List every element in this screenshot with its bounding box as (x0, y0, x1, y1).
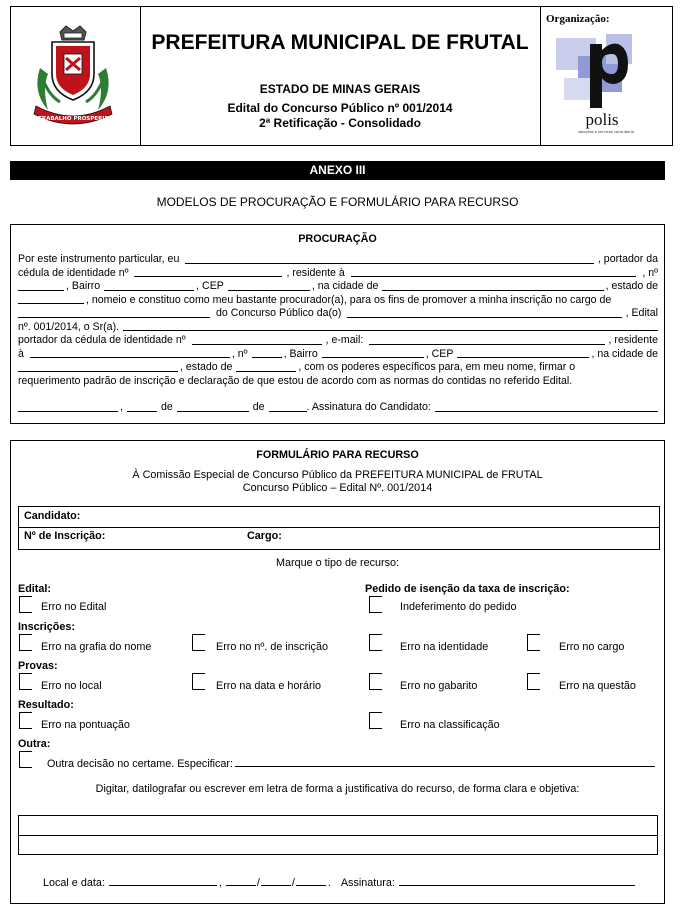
page-title: PREFEITURA MUNICIPAL DE FRUTAL (151, 31, 529, 54)
erro-classificacao-label: Erro na classificação (400, 719, 500, 731)
procuracao-line: , Edital (625, 307, 658, 319)
procuracao-line: , residente (608, 334, 658, 346)
procuracao-line: , residente à (286, 266, 345, 279)
blank-field[interactable] (369, 334, 604, 345)
checkbox-erro-classificacao[interactable] (369, 712, 382, 729)
checkbox-erro-numero[interactable] (192, 634, 205, 651)
blank-field[interactable] (382, 280, 603, 291)
checkbox-erro-cargo[interactable] (527, 634, 540, 651)
procuracao-line: , portador da (597, 253, 658, 265)
outra-especificar-field[interactable] (235, 758, 655, 767)
checkbox-erro-questao[interactable] (527, 673, 540, 690)
outra-decisao-label: Outra decisão no certame. Especificar: (47, 758, 234, 770)
justificativa-instruction: Digitar, datilografar ou escrever em letra de forma a justificativa do recurso, de forma clara e objetiva: (95, 783, 580, 795)
erro-identidade-label: Erro na identidade (400, 641, 489, 653)
procuracao-line: à (18, 347, 24, 360)
blank-field[interactable] (236, 361, 296, 372)
assinatura-field[interactable] (399, 877, 635, 886)
polis-logo (556, 30, 656, 136)
anexo-banner: ANEXO III (10, 161, 665, 180)
procuracao-line: nº. 001/2014, o Sr(a). (18, 320, 120, 333)
checkbox-outra[interactable] (19, 751, 32, 768)
header-divider (140, 6, 141, 146)
erro-data-label: Erro na data e horário (216, 680, 322, 692)
erro-edital-label: Erro no Edital (41, 601, 107, 613)
blank-field[interactable] (351, 267, 637, 278)
blank-field[interactable] (104, 280, 194, 291)
checkbox-erro-grafia[interactable] (19, 634, 32, 651)
procuracao-line: portador da cédula de identidade nº (18, 334, 186, 346)
indeferimento-label: Indeferimento do pedido (400, 601, 517, 613)
svg-text:soluções e serviços consultori: soluções e serviços consultoria (578, 130, 634, 134)
justificativa-divider (18, 835, 658, 836)
provas-heading: Provas: (18, 660, 58, 672)
procuracao-line: , Bairro (283, 347, 318, 360)
city-field[interactable] (18, 401, 118, 412)
erro-grafia-label: Erro na grafia do nome (41, 641, 152, 653)
procuracao-line: de (252, 401, 265, 413)
year-field[interactable] (296, 877, 326, 886)
procuracao-line: de (160, 401, 173, 413)
erro-numero-label: Erro no nº. de inscrição (216, 641, 328, 653)
blank-field[interactable] (123, 321, 658, 332)
blank-field[interactable] (18, 361, 178, 372)
concurso-line: Concurso Público – Edital Nº. 001/2014 (242, 482, 433, 494)
procuracao-line: , e-mail: (325, 334, 364, 346)
comissao-line: À Comissão Especial de Concurso Público da PREFEITURA MUNICIPAL de FRUTAL (132, 469, 543, 481)
procuracao-line: , na cidade de (311, 280, 379, 292)
checkbox-erro-gabarito[interactable] (369, 673, 382, 690)
procuracao-line: requerimento padrão de inscrição e declaração de que estou de acordo com as normas do contidas no referido Edital. (18, 374, 573, 387)
resultado-heading: Resultado: (18, 699, 74, 711)
local-data-label: Local e data: (43, 877, 105, 889)
svg-text:polis: polis (585, 110, 619, 129)
checkbox-erro-data[interactable] (192, 673, 205, 690)
outra-heading: Outra: (18, 738, 51, 750)
blank-field[interactable] (30, 348, 230, 359)
month-field[interactable] (177, 401, 249, 412)
local-data-row: Local e data: , / / . Assinatura: (43, 877, 643, 889)
inscricoes-heading: Inscrições: (18, 621, 76, 633)
checkbox-erro-pontuacao[interactable] (19, 712, 32, 729)
procuracao-line: , CEP (425, 347, 454, 360)
svg-text:PAZ TRABALHO PROSPERIDADE: PAZ TRABALHO PROSPERIDADE (24, 116, 122, 122)
day-field[interactable] (127, 401, 157, 412)
procuracao-line: , CEP (196, 280, 224, 292)
header-divider (540, 6, 541, 146)
month-field[interactable] (261, 877, 291, 886)
signature-field[interactable] (435, 401, 658, 412)
outra-row (47, 758, 655, 770)
procuracao-title: PROCURAÇÃO (298, 233, 377, 245)
table-divider (18, 527, 660, 528)
state-name: ESTADO DE MINAS GERAIS (259, 82, 421, 96)
blank-field[interactable] (252, 348, 282, 359)
erro-local-label: Erro no local (41, 680, 102, 692)
procuracao-line: , estado de (605, 280, 658, 292)
procuracao-line: , Bairro (66, 280, 101, 292)
checkbox-erro-local[interactable] (19, 673, 32, 690)
coat-of-arms-logo (20, 22, 126, 132)
procuracao-line: Por este instrumento particular, eu (18, 253, 180, 265)
checkbox-erro-edital[interactable] (19, 596, 32, 613)
procuracao-line: , nomeio e constituo como meu bastante procurador(a), para os fins de promover a minha inscrição no cargo de (86, 293, 612, 306)
blank-field[interactable] (192, 334, 322, 345)
blank-field[interactable] (18, 294, 84, 305)
edital-number: Edital do Concurso Público nº 001/2014 (227, 101, 453, 115)
year-field[interactable] (269, 401, 307, 412)
blank-field[interactable] (322, 348, 424, 359)
formulario-title: FORMULÁRIO PARA RECURSO (256, 449, 419, 461)
procuracao-text: Por este instrumento particular, eu , portador da cédula de identidade nº , residente à , nº , Bairro , CEP , na cidade de , estado de , nomeio e constituo como meu bastante procurador(a), para os fins de promover a minha inscrição no cargo de do Concurso Público da(o) , Edital nº. 001/2014, o Sr(a). portador da cédula de identidade nº , e-mail: , residente à , nº , Bairro , CEP , na cidade de , estado de , com os poderes específicos para, em meu nome, firmar o requerimento padrão de inscrição e declaração de que estou de acordo com as normas do contidas no referido Edital. , de de . Assinatura do Candidato: (18, 253, 658, 413)
erro-cargo-label: Erro no cargo (559, 641, 625, 653)
erro-pontuacao-label: Erro na pontuação (41, 719, 130, 731)
section-title: MODELOS DE PROCURAÇÃO E FORMULÁRIO PARA RECURSO (156, 195, 519, 209)
checkbox-erro-identidade[interactable] (369, 634, 382, 651)
local-field[interactable] (109, 877, 217, 886)
retificacao-label: 2ª Retificação - Consolidado (259, 116, 421, 130)
blank-field[interactable] (18, 280, 64, 291)
candidate-info-table (18, 506, 660, 550)
candidato-label: Candidato: (24, 510, 81, 522)
procuracao-line: , com os poderes específicos para, em meu nome, firmar o (298, 361, 576, 373)
procuracao-line: , na cidade de (591, 347, 658, 360)
erro-gabarito-label: Erro no gabarito (400, 680, 478, 692)
organizacao-label: Organização: (546, 13, 610, 25)
day-field[interactable] (226, 877, 256, 886)
edital-heading: Edital: (18, 583, 51, 595)
blank-field[interactable] (18, 307, 210, 318)
marque-instruction: Marque o tipo de recurso: (275, 557, 400, 569)
isencao-heading: Pedido de isenção da taxa de inscrição: (365, 583, 570, 595)
blank-field[interactable] (185, 253, 594, 264)
cargo-label: Cargo: (247, 530, 282, 542)
blank-field[interactable] (228, 280, 310, 291)
checkbox-indeferimento[interactable] (369, 596, 382, 613)
assinatura-label: Assinatura: (340, 877, 395, 889)
procuracao-line: , estado de (180, 361, 233, 373)
procuracao-line: , nº (642, 266, 658, 279)
procuracao-line: do Concurso Público da(o) (216, 307, 342, 319)
procuracao-line: , nº (231, 347, 248, 360)
inscricao-label: Nº de Inscrição: (24, 530, 106, 542)
procuracao-line: cédula de identidade nº (18, 266, 129, 279)
erro-questao-label: Erro na questão (559, 680, 636, 692)
blank-field[interactable] (457, 348, 589, 359)
blank-field[interactable] (134, 267, 282, 278)
blank-field[interactable] (347, 307, 621, 318)
signature-label: . Assinatura do Candidato: (306, 401, 431, 413)
